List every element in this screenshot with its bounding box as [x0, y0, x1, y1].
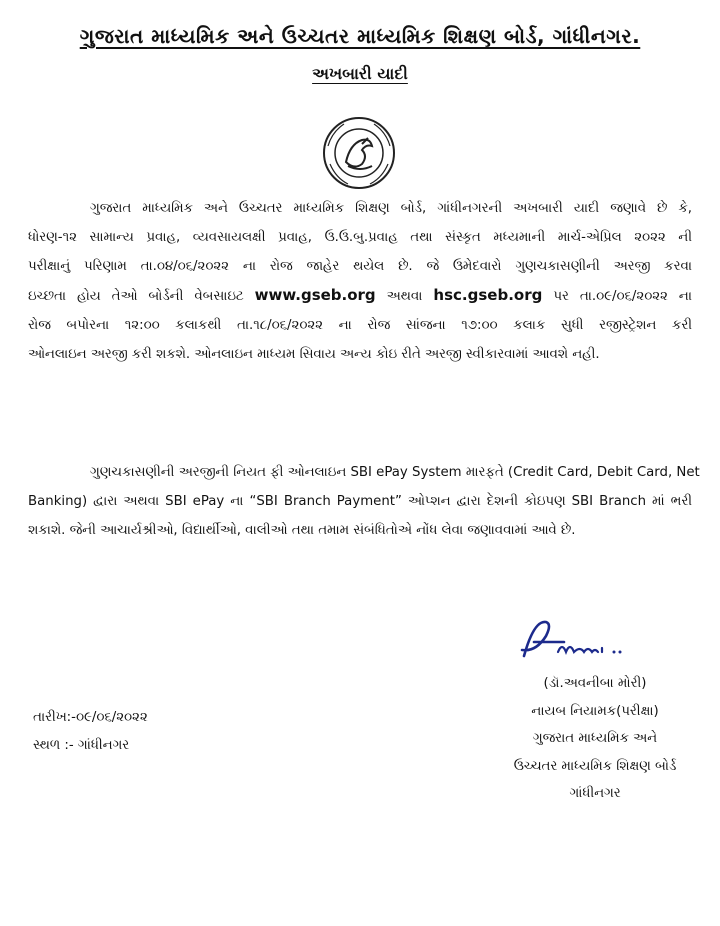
fee-paragraph: [28, 458, 700, 545]
website-link-gseb[interactable]: www.gseb.org: [254, 286, 376, 304]
paragraph-line: શકાશે. જેની આચાર્યશ્રીઓ, વિદ્યાર્થીઓ, વાલીઓ તથા તમામ સંબંધિતોએ નોંધ લેવા જણાવવામાં આવે છે.: [28, 523, 576, 538]
board-title: ગુજરાત માધ્યમિક અને ઉચ્ચતર માધ્યમિક શિક્ષણ બોર્ડ, ગાંધીનગર.: [79, 24, 641, 48]
paragraph-line: ઓનલાઇન અરજી કરી શકશે. ઓનલાઇન માધ્યમ સિવાય અન્ય કોઇ રીતે અરજી સ્વીકારવામાં આવશે નહી.: [28, 347, 600, 362]
press-release-heading: અખબારી યાદી: [312, 64, 408, 83]
paragraph-line: ગુણચકાસણીની અરજીની નિયત ફી ઓનલાઇન SBI ePay System મારફતે (Credit Card, Debit Card, Net: [90, 465, 700, 480]
paragraph-line: રોજ બપોરના ૧૨:૦૦ કલાકથી તા.૧૮/૦૬/૨૦૨૨ ના રોજ સાંજના ૧૭:૦૦ કલાક સુધી રજીસ્ટ્રેશન કરી: [28, 318, 692, 333]
line-text: ઇચ્છતા હોય તેઓ બોર્ડની વેબસાઇટ: [28, 289, 244, 304]
line-text: પર તા.૦૯/૦૬/૨૦૨૨ ના: [553, 289, 692, 304]
website-link-hsc[interactable]: hsc.gseb.org: [433, 286, 543, 304]
signatory-block: [470, 670, 720, 808]
paragraph-line: Banking) દ્વારા અથવા SBI ePay ના “SBI Branch Payment” ઓપ્શન દ્વારા દેશની કોઇપણ SBI Branch માં ભરી: [28, 494, 692, 509]
signatory-city: ગાંધીનગર: [569, 786, 621, 801]
paragraph-line: ધોરણ-૧૨ સામાન્ય પ્રવાહ, વ્યવસાયલક્ષી પ્રવાહ, ઉ.ઉ.બુ.પ્રવાહ તથા સંસ્કૃત મધ્યમાની માર્ચ-એપ્રિલ ૨૦૨૨ ની: [28, 230, 692, 245]
signatory-name: (ડૉ.અવનીબા મોરી): [543, 676, 647, 691]
date-text: તારીખ:-૦૯/૦૬/૨૦૨૨: [33, 710, 148, 725]
signatory-org-line2: ઉચ્ચતર માધ્યમિક શિક્ષણ બોર્ડ: [513, 758, 677, 774]
line-text: અથવા: [386, 289, 423, 304]
signatory-org-line1: ગુજરાત માધ્યમિક અને: [532, 731, 658, 746]
paragraph-line: [28, 281, 692, 311]
board-seal-icon: [322, 116, 396, 190]
signatory-designation: નાયબ નિયામક(પરીક્ષા): [531, 703, 659, 719]
signature-image: [514, 612, 654, 672]
announcement-paragraph: [28, 194, 692, 369]
date-place-block: [33, 704, 148, 760]
paragraph-line: ગુજરાત માધ્યમિક અને ઉચ્ચતર માધ્યમિક શિક્ષણ બોર્ડ, ગાંધીનગરની અખબારી યાદી જણાવે છે કે,: [90, 201, 692, 216]
paragraph-line: પરીક્ષાનું પરિણામ તા.૦૪/૦૬/૨૦૨૨ ના રોજ જાહેર થયેલ છે. જે ઉમેદવારો ગુણચકાસણીની અરજી કરવા: [28, 259, 692, 274]
place-text: સ્થળ :- ગાંધીનગર: [33, 738, 130, 753]
